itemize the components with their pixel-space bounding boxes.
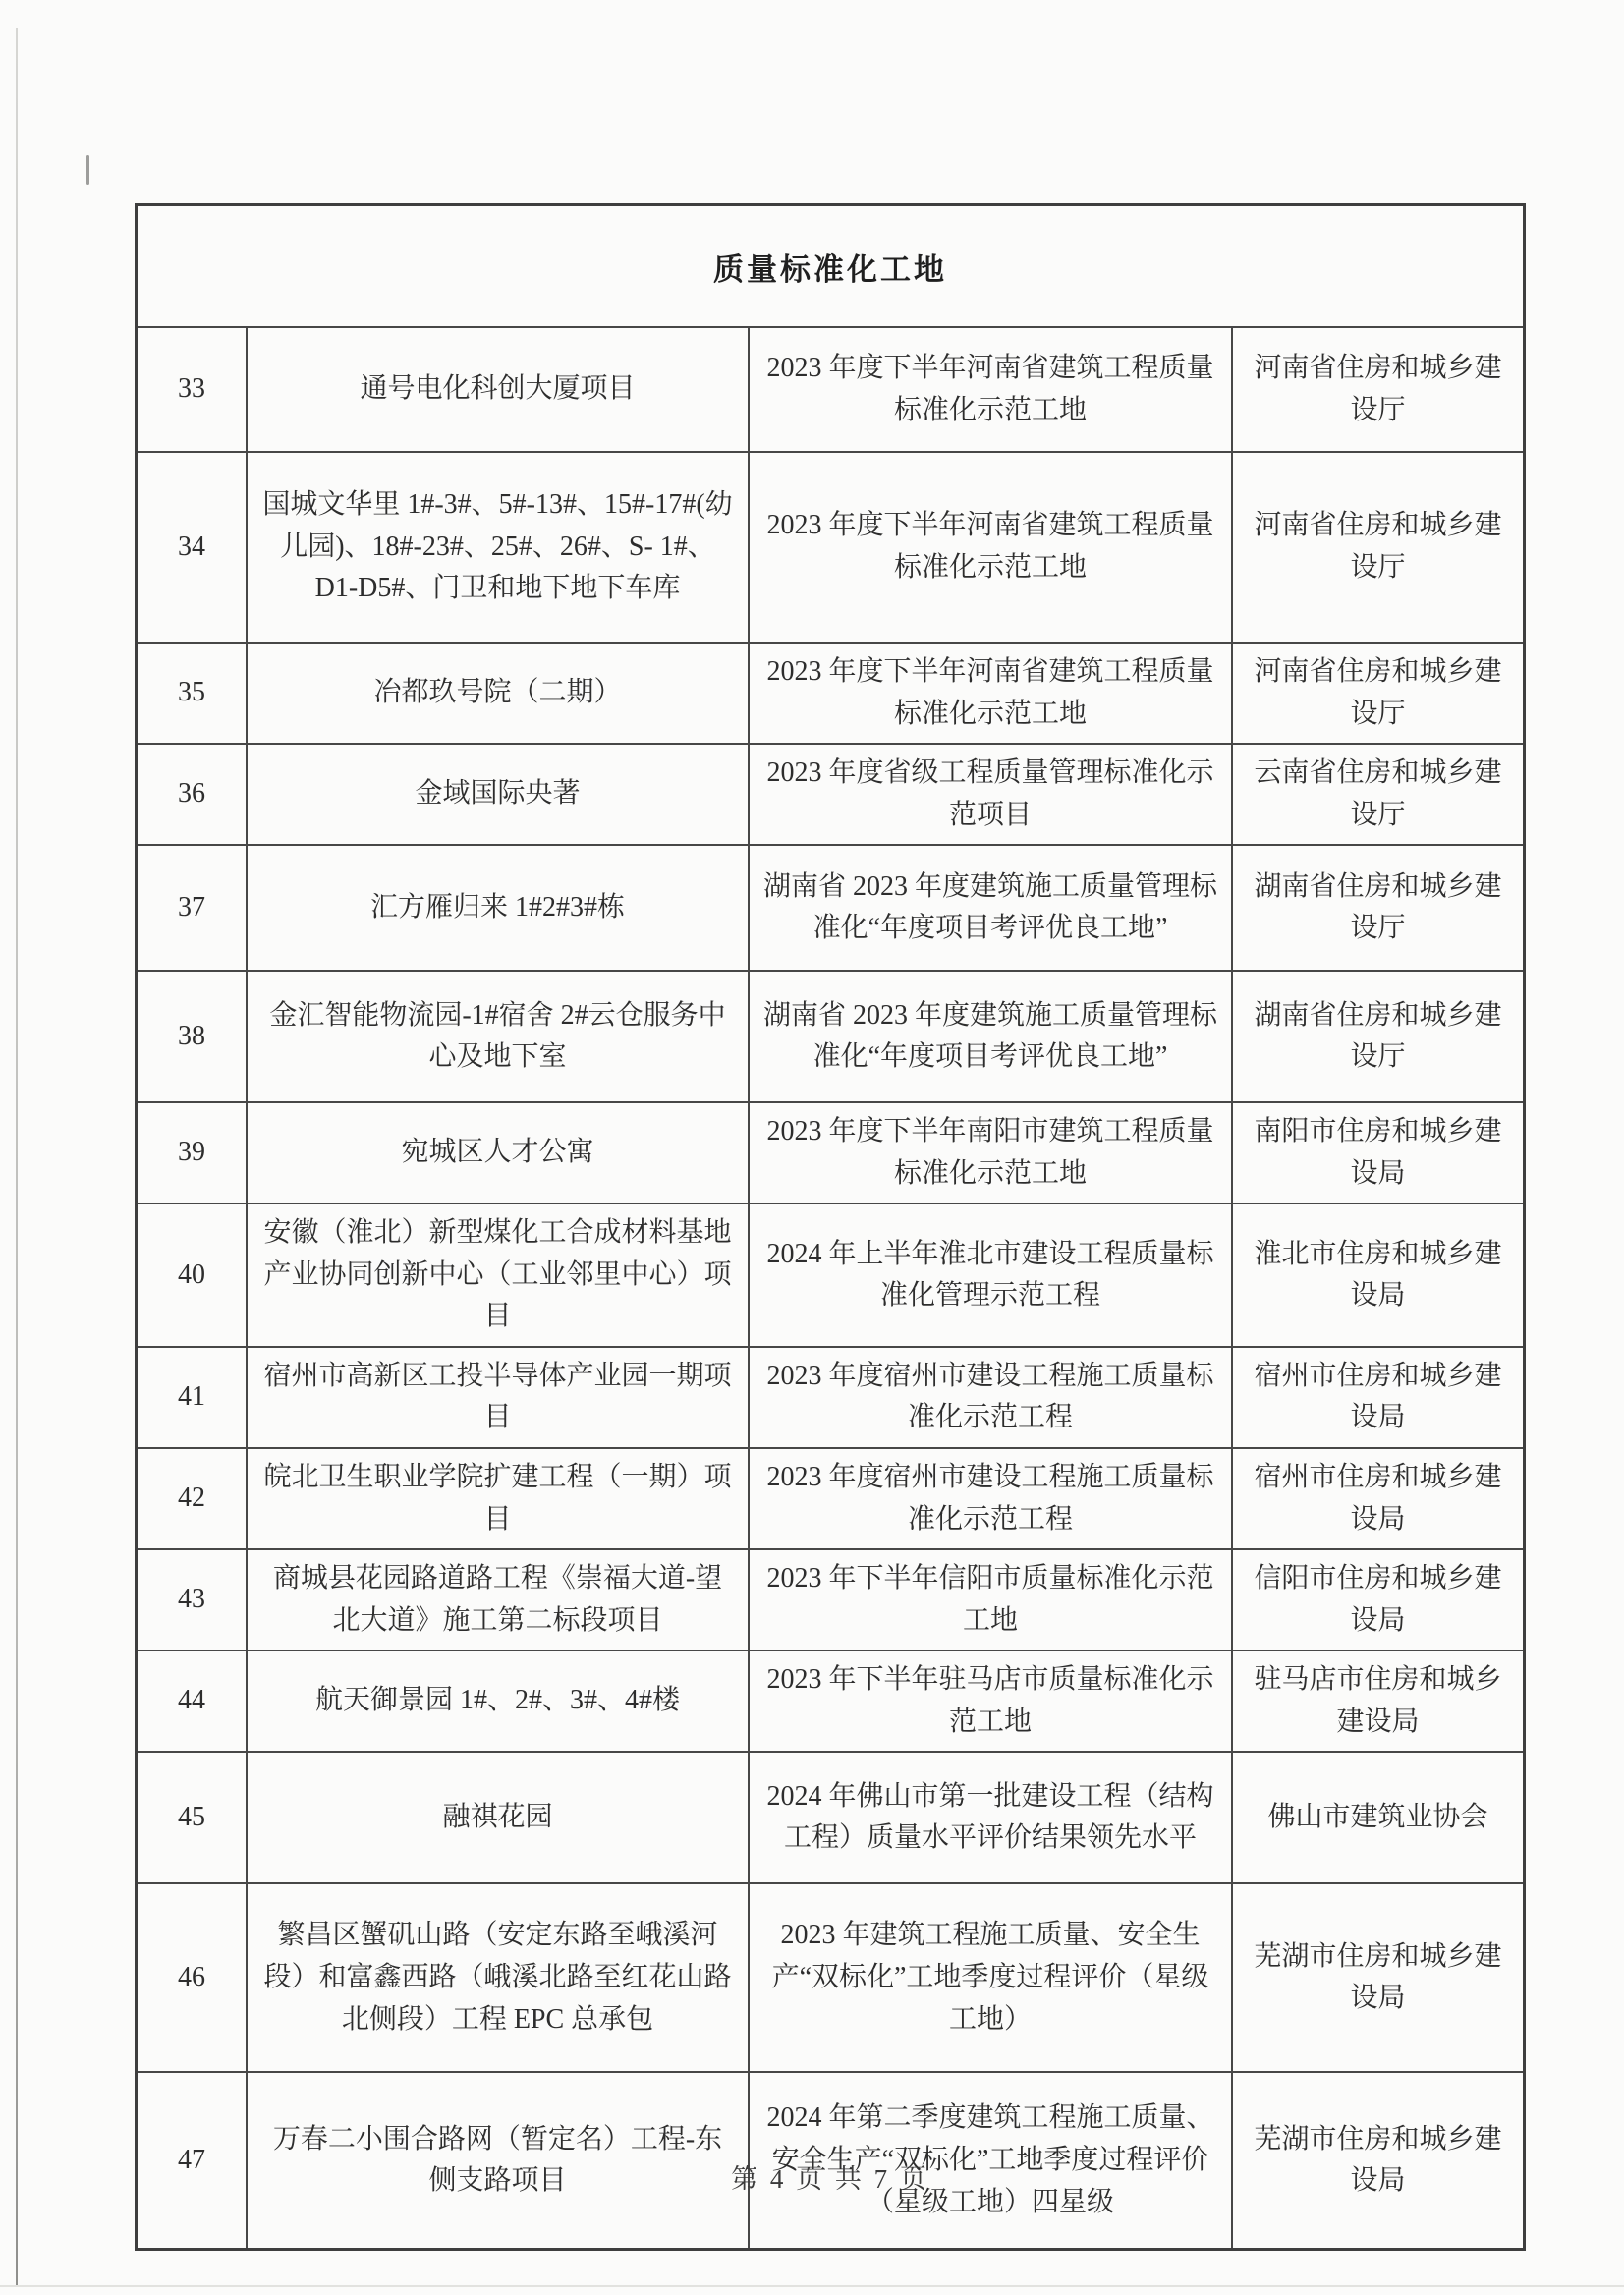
project-name: 宛城区人才公寓 bbox=[246, 1103, 748, 1203]
row-number: 33 bbox=[178, 373, 205, 405]
table-row bbox=[138, 451, 1523, 642]
row-number: 38 bbox=[178, 1020, 205, 1051]
awarding-org: 河南省住房和城乡建设厅 bbox=[1231, 453, 1523, 642]
row-number: 34 bbox=[178, 531, 205, 562]
project-name: 国城文华里 1#-3#、5#-13#、15#-17#(幼儿园)、18#-23#、25#、26#、S- 1#、D1-D5#、门卫和地下地下车库 bbox=[246, 453, 748, 642]
project-name: 万春二小围合路网（暂定名）工程-东侧支路项目 bbox=[246, 2073, 748, 2248]
table-row bbox=[138, 1548, 1523, 1650]
table-row bbox=[138, 326, 1523, 451]
project-name: 商城县花园路道路工程《崇福大道-望北大道》施工第二标段项目 bbox=[246, 1550, 748, 1650]
table-row bbox=[138, 1203, 1523, 1346]
row-number: 47 bbox=[178, 2145, 205, 2176]
award-title: 2023 年度宿州市建设工程施工质量标准化示范工程 bbox=[748, 1348, 1231, 1447]
scan-artifact bbox=[86, 155, 89, 185]
project-name: 繁昌区蟹矶山路（安定东路至峨溪河段）和富鑫西路（峨溪北路至红花山路北侧段）工程 EPC 总承包 bbox=[246, 1884, 748, 2071]
awarding-org: 河南省住房和城乡建设厅 bbox=[1231, 644, 1523, 743]
row-number: 43 bbox=[178, 1584, 205, 1615]
row-number: 45 bbox=[178, 1802, 205, 1833]
project-name: 安徽（淮北）新型煤化工合成材料基地产业协同创新中心（工业邻里中心）项目 bbox=[246, 1204, 748, 1346]
award-title: 2023 年度省级工程质量管理标准化示范项目 bbox=[748, 745, 1231, 844]
row-number: 39 bbox=[178, 1137, 205, 1168]
table-row bbox=[138, 1751, 1523, 1882]
awarding-org: 湖南省住房和城乡建设厅 bbox=[1231, 972, 1523, 1101]
row-number: 41 bbox=[178, 1381, 205, 1413]
row-number: 40 bbox=[178, 1259, 205, 1290]
award-title: 湖南省 2023 年度建筑施工质量管理标准化“年度项目考评优良工地” bbox=[748, 846, 1231, 970]
row-number: 36 bbox=[178, 778, 205, 810]
project-name: 皖北卫生职业学院扩建工程（一期）项目 bbox=[246, 1449, 748, 1548]
award-title: 2023 年度下半年南阳市建筑工程质量标准化示范工地 bbox=[748, 1103, 1231, 1203]
row-number: 46 bbox=[178, 1962, 205, 1993]
award-title: 2024 年上半年淮北市建设工程质量标准化管理示范工程 bbox=[748, 1204, 1231, 1346]
row-number: 42 bbox=[178, 1483, 205, 1514]
row-number: 44 bbox=[178, 1685, 205, 1716]
table-row bbox=[138, 844, 1523, 970]
award-title: 2024 年佛山市第一批建设工程（结构工程）质量水平评价结果领先水平 bbox=[748, 1753, 1231, 1882]
project-name: 金域国际央著 bbox=[246, 745, 748, 844]
award-title: 2024 年第二季度建筑工程施工质量、安全生产“双标化”工地季度过程评价（星级工地）四星级 bbox=[748, 2073, 1231, 2248]
project-name: 航天御景园 1#、2#、3#、4#楼 bbox=[246, 1651, 748, 1751]
award-title: 2023 年度宿州市建设工程施工质量标准化示范工程 bbox=[748, 1449, 1231, 1548]
table-row bbox=[138, 743, 1523, 844]
table-row bbox=[138, 1882, 1523, 2071]
awarding-org: 芜湖市住房和城乡建设局 bbox=[1231, 1884, 1523, 2071]
awarding-org: 云南省住房和城乡建设厅 bbox=[1231, 745, 1523, 844]
table-row bbox=[138, 642, 1523, 743]
page-scan-bottom-edge bbox=[0, 2285, 1624, 2287]
awarding-org: 宿州市住房和城乡建设局 bbox=[1231, 1449, 1523, 1548]
awarding-org: 淮北市住房和城乡建设局 bbox=[1231, 1204, 1523, 1346]
award-title: 2023 年度下半年河南省建筑工程质量标准化示范工地 bbox=[748, 644, 1231, 743]
table-row bbox=[138, 970, 1523, 1101]
awarding-org: 信阳市住房和城乡建设局 bbox=[1231, 1550, 1523, 1650]
awards-table bbox=[135, 203, 1526, 2251]
awarding-org: 南阳市住房和城乡建设局 bbox=[1231, 1103, 1523, 1203]
award-title: 2023 年建筑工程施工质量、安全生产“双标化”工地季度过程评价（星级工地） bbox=[748, 1884, 1231, 2071]
row-number: 35 bbox=[178, 677, 205, 708]
award-title: 2023 年下半年驻马店市质量标准化示范工地 bbox=[748, 1651, 1231, 1751]
project-name: 冶都玖号院（二期） bbox=[246, 644, 748, 743]
project-name: 融祺花园 bbox=[246, 1753, 748, 1882]
table-row bbox=[138, 1346, 1523, 1447]
award-title: 2023 年度下半年河南省建筑工程质量标准化示范工地 bbox=[748, 453, 1231, 642]
awarding-org: 驻马店市住房和城乡建设局 bbox=[1231, 1651, 1523, 1751]
page-scan-edge bbox=[16, 28, 18, 2287]
awarding-org: 佛山市建筑业协会 bbox=[1231, 1753, 1523, 1882]
project-name: 通号电化科创大厦项目 bbox=[246, 328, 748, 451]
award-title: 湖南省 2023 年度建筑施工质量管理标准化“年度项目考评优良工地” bbox=[748, 972, 1231, 1101]
project-name: 宿州市高新区工投半导体产业园一期项目 bbox=[246, 1348, 748, 1447]
page-number-footer: 第 4 页 共 7 页 bbox=[731, 2164, 929, 2194]
table-title: 质量标准化工地 bbox=[713, 252, 947, 287]
awarding-org: 湖南省住房和城乡建设厅 bbox=[1231, 846, 1523, 970]
award-title: 2023 年度下半年河南省建筑工程质量标准化示范工地 bbox=[748, 328, 1231, 451]
table-row bbox=[138, 1447, 1523, 1548]
awarding-org: 芜湖市住房和城乡建设局 bbox=[1231, 2073, 1523, 2248]
awarding-org: 宿州市住房和城乡建设局 bbox=[1231, 1348, 1523, 1447]
row-number: 37 bbox=[178, 891, 205, 923]
award-title: 2023 年下半年信阳市质量标准化示范工地 bbox=[748, 1550, 1231, 1650]
table-row bbox=[138, 1650, 1523, 1751]
table-row bbox=[138, 1101, 1523, 1203]
project-name: 汇方雁归来 1#2#3#栋 bbox=[246, 846, 748, 970]
awarding-org: 河南省住房和城乡建设厅 bbox=[1231, 328, 1523, 451]
project-name: 金汇智能物流园-1#宿舍 2#云仓服务中心及地下室 bbox=[246, 972, 748, 1101]
